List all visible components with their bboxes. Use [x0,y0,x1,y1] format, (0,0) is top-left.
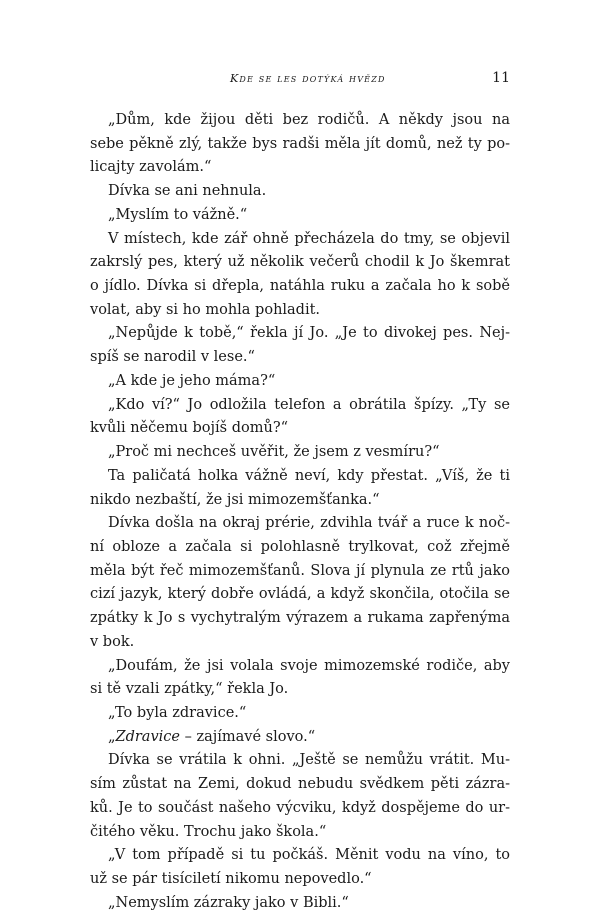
text-line: kvůli něčemu bojíš domů?“ [90,420,289,437]
text-line: v bok. [90,633,135,650]
text-line: sebe pěkně zlý, takže bys radši měla jít domů, než ty po- [90,135,510,152]
text-line: sím zůstat na Zemi, dokud nebudu svědkem pěti zázra- [90,776,510,793]
running-title: Kde se les dotýká hvězd [230,72,386,85]
text-line: ků. Je to součást našeho výcviku, když dospějeme do ur- [90,799,510,816]
text-line [90,726,510,750]
text-line: volat, aby si ho mohla pohladit. [90,301,321,318]
text-line: „Proč mi nechceš uvěřit, že jsem z vesmíru?“ [108,444,440,461]
text-line: ní obloze a začala si polohlasně trylkovat, což zřejmě [90,538,510,555]
text-line: „To byla zdravice.“ [108,704,247,721]
text-line-prefix: „ [108,728,116,745]
text-line: měla být řeč mimozemšťanů. Slova jí plynula ze rtů jako [90,562,510,579]
text-line: už se pár tisíciletí nikomu nepovedlo.“ [90,871,372,887]
text-line: „Nemyslím zázraky jako v Bibli.“ [108,894,349,911]
text-line: „V tom případě si tu počkáš. Měnit vodu na víno, to [108,847,510,864]
text-line: „Kdo ví?“ Jo odložila telefon a obrátila špízy. „Ty se [108,396,510,413]
text-line: V místech, kde zář ohně přecházela do tmy, se objevil [108,230,510,247]
text-line: o jídlo. Dívka si dřepla, natáhla ruku a začala ho k sobě [90,278,510,295]
text-line: spíš se narodil v lese.“ [90,349,255,366]
text-line: si tě vzali zpátky,“ řekla Jo. [90,681,289,698]
text-line: „Doufám, že jsi volala svoje mimozemské rodiče, aby [108,657,510,674]
text-line: Dívka se vrátila k ohni. „Ještě se nemůžu vrátit. Mu- [108,752,510,769]
text-line: cizí jazyk, který dobře ovládá, a když skončila, otočila se [90,586,510,603]
text-line: „A kde je jeho máma?“ [108,372,276,389]
text-line: „Nepůjde k tobě,“ řekla jí Jo. „Je to divokej pes. Nej- [108,325,510,342]
text-line: zpátky k Jo s vychytralým výrazem a rukama zapřenýma [90,610,510,627]
text-line: čitého věku. Trochu jako škola.“ [90,823,327,840]
text-line: nikdo nezbaští, že jsi mimozemšťanka.“ [90,491,380,508]
text-line-italic: Zdravice [115,728,180,745]
text-line: Ta paličatá holka vážně neví, kdy přestat. „Víš, že ti [108,467,510,484]
text-line: „Dům, kde žijou děti bez rodičů. A někdy jsou na [108,112,510,128]
text-line: licajty zavolám.“ [90,159,212,176]
body-text [90,109,510,915]
page-number: 11 [492,70,510,86]
text-line: Dívka se ani nehnula. [108,183,267,200]
text-line: Dívka došla na okraj prérie, zdvihla tvář a ruce k noč- [108,515,510,532]
text-line: zakrslý pes, který už několik večerů chodil k Jo škemrat [90,254,510,271]
text-line: „Myslím to vážně.“ [108,206,248,223]
running-header [90,70,510,90]
text-line-suffix: – zajímavé slovo.“ [179,728,316,745]
